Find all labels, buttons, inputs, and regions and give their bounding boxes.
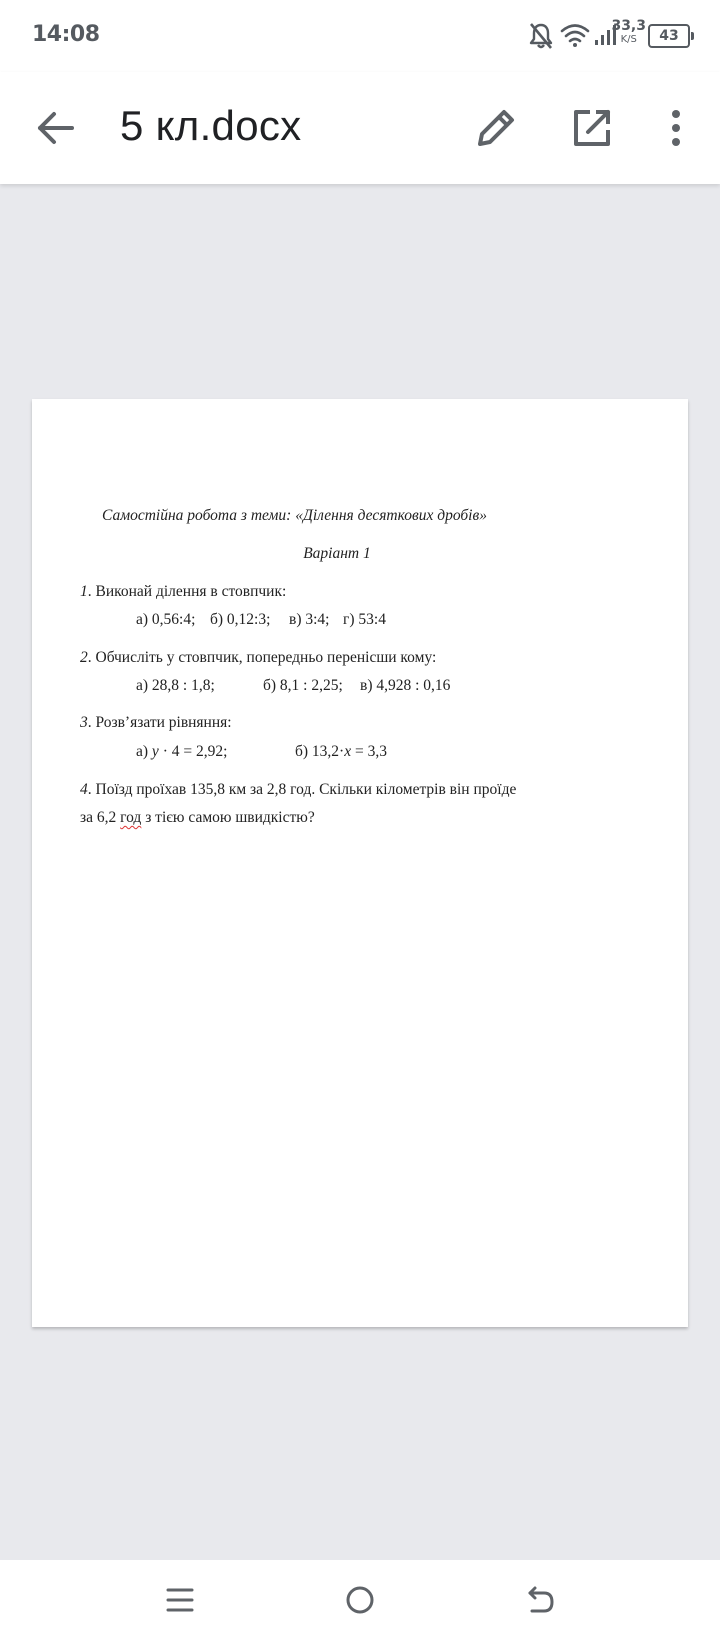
task-item: а) 28,8 : 1,8; bbox=[136, 677, 215, 694]
net-speed-unit: K/S bbox=[620, 34, 637, 45]
bell-off-icon bbox=[528, 22, 554, 55]
more-vert-icon bbox=[648, 100, 704, 156]
task-number: 3 bbox=[80, 714, 88, 731]
app-bar bbox=[0, 72, 720, 184]
task-text: . Розв’язати рівняння: bbox=[87, 714, 232, 731]
equation-prefix: а) bbox=[136, 743, 152, 760]
task-number: 4 bbox=[80, 781, 88, 798]
task-1 bbox=[80, 583, 286, 601]
task-2 bbox=[80, 649, 436, 667]
task-item: б) 0,12:3; bbox=[210, 611, 271, 628]
task-text: . Виконай ділення в стовпчик: bbox=[87, 583, 287, 600]
more-options-button[interactable] bbox=[648, 100, 704, 156]
task-text-part: з тією самою швидкістю? bbox=[141, 809, 315, 826]
equation-variable: у bbox=[151, 743, 159, 760]
edit-button[interactable] bbox=[468, 100, 524, 156]
back-button[interactable] bbox=[28, 100, 84, 156]
task-4 bbox=[80, 781, 516, 799]
equation-b bbox=[295, 743, 387, 761]
navigation-bar bbox=[0, 1560, 720, 1640]
task-item: г) 53:4 bbox=[343, 611, 386, 628]
home-button[interactable] bbox=[340, 1580, 380, 1620]
equation-variable: x bbox=[344, 743, 352, 760]
recent-apps-icon bbox=[160, 1580, 200, 1620]
equation-prefix: б) 13,2· bbox=[295, 743, 345, 760]
battery-icon: 43 bbox=[648, 24, 690, 48]
task-item: в) 4,928 : 0,16 bbox=[360, 677, 451, 694]
document-heading: Самостійна робота з теми: «Ділення десяткових дробів» bbox=[102, 507, 487, 524]
recent-apps-button[interactable] bbox=[160, 1580, 200, 1620]
task-item: а) 0,56:4; bbox=[136, 611, 196, 628]
task-item: б) 8,1 : 2,25; bbox=[263, 677, 343, 694]
equation-rest: · 4 = 2,92; bbox=[158, 743, 228, 760]
back-arrow-icon bbox=[28, 100, 84, 156]
net-speed-value: 33,3 bbox=[611, 18, 646, 34]
spellcheck-word: год bbox=[120, 809, 142, 826]
back-icon bbox=[520, 1580, 560, 1620]
document-title: 5 кл.docx bbox=[120, 102, 302, 149]
equation-a bbox=[136, 743, 227, 761]
open-external-icon bbox=[564, 100, 620, 156]
task-4-line-2 bbox=[80, 809, 315, 827]
task-text: . Поїзд проїхав 135,8 км за 2,8 год. Скільки кілометрів він проїде bbox=[87, 781, 517, 798]
task-item: в) 3:4; bbox=[289, 611, 330, 628]
status-time: 14:08 bbox=[32, 22, 100, 47]
nav-back-button[interactable] bbox=[520, 1580, 560, 1620]
document-page[interactable] bbox=[32, 399, 688, 1327]
pencil-icon bbox=[468, 100, 524, 156]
status-bar bbox=[0, 0, 720, 72]
home-icon bbox=[340, 1580, 380, 1620]
task-3 bbox=[80, 714, 232, 732]
task-number: 1 bbox=[80, 583, 88, 600]
task-number: 2 bbox=[80, 649, 88, 666]
open-external-button[interactable] bbox=[564, 100, 620, 156]
task-text-part: за 6,2 bbox=[80, 809, 121, 826]
wifi-icon bbox=[560, 22, 590, 53]
net-speed bbox=[611, 20, 646, 46]
task-text: . Обчисліть у стовпчик, попередньо перенісши кому: bbox=[87, 649, 437, 666]
equation-rest: = 3,3 bbox=[351, 743, 387, 760]
variant-heading: Варіант 1 bbox=[303, 545, 371, 562]
